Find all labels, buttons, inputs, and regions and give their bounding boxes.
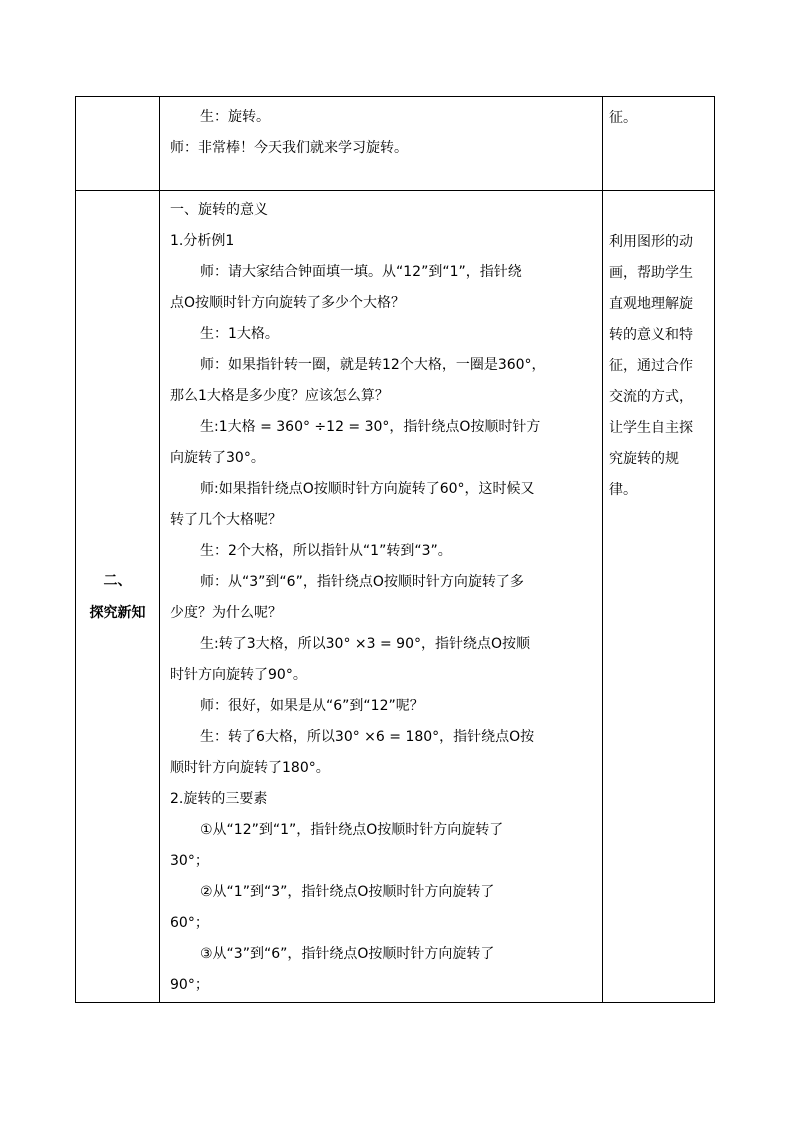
content-line: 师：从“3”到“6”，指针绕点O按顺时针方向旋转了多 <box>200 574 524 590</box>
design-note-line: 律。 <box>609 482 637 498</box>
design-intent <box>603 191 714 506</box>
content-line: 生:转了3大格，所以30° ×3 = 90°，指针绕点O按顺 <box>200 636 530 652</box>
content-line: ③从“3”到“6”，指针绕点O按顺时针方向旋转了 <box>200 946 495 962</box>
design-note-line: 画，帮助学生 <box>609 265 693 281</box>
content-line: 生：1大格。 <box>200 326 279 342</box>
design-note-line: 究旋转的规 <box>609 451 679 467</box>
teaching-process <box>160 191 602 1001</box>
design-note-line: 让学生自主探 <box>609 420 693 436</box>
content-line: 生：转了6大格，所以30° ×6 = 180°，指针绕点O按 <box>200 729 535 745</box>
stage-cell <box>76 191 160 1003</box>
content-line: 一、旋转的意义 <box>170 202 268 218</box>
content-line: 时针方向旋转了90°。 <box>170 667 307 683</box>
content-line: 转了几个大格呢？ <box>170 512 282 528</box>
design-note-cell <box>603 97 715 191</box>
content-line: 60°； <box>170 915 209 931</box>
stage-title: 探究新知 <box>89 604 146 621</box>
content-line: 师:如果指针绕点O按顺时针方向旋转了60°，这时候又 <box>200 481 535 497</box>
stage-number: 二、 <box>103 572 132 589</box>
content-line: 师：请大家结合钟面填一填。从“12”到“1”，指针绕 <box>200 264 522 280</box>
design-note-line: 利用图形的动 <box>609 234 693 250</box>
design-note-line: 转的意义和特 <box>609 327 693 343</box>
content-line: 90°； <box>170 977 209 993</box>
dialogue-line: 师：非常棒！今天我们就来学习旋转。 <box>170 140 408 156</box>
stage-cell-empty <box>76 97 160 191</box>
content-line: 点O按顺时针方向旋转了多少个大格？ <box>170 295 406 311</box>
lesson-plan-table <box>75 96 715 1003</box>
design-note-cell <box>603 191 715 1003</box>
content-line: 那么1大格是多少度？应该怎么算？ <box>170 388 389 404</box>
dialogue-line: 生：旋转。 <box>200 109 270 125</box>
content-line: ②从“1”到“3”，指针绕点O按顺时针方向旋转了 <box>200 884 495 900</box>
content-cell <box>160 191 603 1003</box>
content-line: ①从“12”到“1”，指针绕点O按顺时针方向旋转了 <box>200 822 504 838</box>
design-note-line: 交流的方式， <box>609 389 693 405</box>
table-row <box>76 97 715 191</box>
content-line: 向旋转了30°。 <box>170 450 265 466</box>
content-line: 师：很好，如果是从“6”到“12”呢？ <box>200 698 424 714</box>
content-line: 少度？为什么呢？ <box>170 605 282 621</box>
content-line: 1.分析例1 <box>170 233 235 249</box>
design-note-text: 征。 <box>609 110 637 126</box>
content-line: 师：如果指针转一圈，就是转12个大格，一圈是360°， <box>200 357 546 373</box>
note-spacer <box>609 196 710 227</box>
design-note-line: 征，通过合作 <box>609 358 693 374</box>
content-line: 生:1大格 = 360° ÷12 = 30°，指针绕点O按顺时针方 <box>200 419 541 435</box>
content-line: 生：2个大格，所以指针从“1”转到“3”。 <box>200 543 452 559</box>
content-cell <box>160 97 603 191</box>
design-note-line: 直观地理解旋 <box>609 296 693 312</box>
table-row <box>76 191 715 1003</box>
content-line: 2.旋转的三要素 <box>170 791 268 807</box>
content-line: 30°； <box>170 853 209 869</box>
content-line: 顺时针方向旋转了180°。 <box>170 760 330 776</box>
